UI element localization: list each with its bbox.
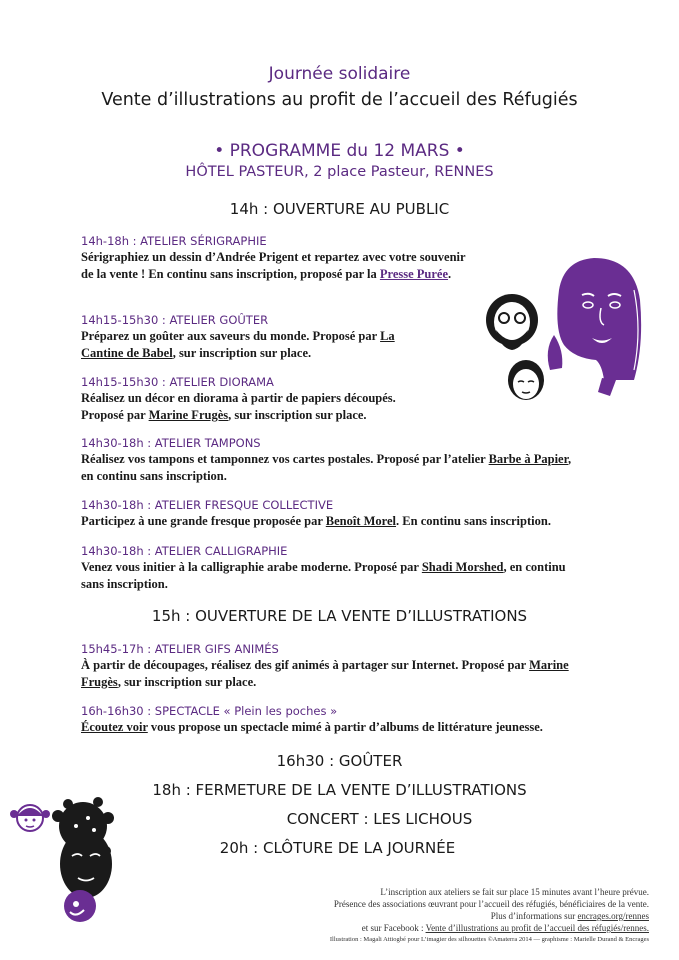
- activity-description-end: , en continu sans inscription.: [81, 452, 572, 483]
- activity-description-end: .: [448, 267, 452, 281]
- activity-tampons: [81, 436, 581, 485]
- activity-heading: 14h30-18h : ATELIER CALLIGRAPHIE: [81, 544, 288, 558]
- facebook-link[interactable]: Vente d’illustrations au profit de l’accueil des réfugiés/rennes.: [425, 923, 649, 933]
- activity-description-end: vous propose un spectacle mimé à partir d’albums de littérature jeunesse.: [147, 720, 543, 734]
- activity-link[interactable]: Barbe à Papier: [488, 452, 568, 466]
- footer: [229, 886, 649, 946]
- activity-gouter: [81, 313, 411, 362]
- event-subtitle: Vente d’illustrations au profit de l’accueil des Réfugiés: [101, 90, 578, 110]
- activity-description: Réalisez vos tampons et tamponnez vos cartes postales. Proposé par l’atelier: [81, 452, 489, 466]
- activity-link[interactable]: Shadi Morshed: [421, 560, 504, 574]
- activity-heading: 14h30-18h : ATELIER TAMPONS: [81, 436, 261, 450]
- activity-calligraphie: [81, 544, 581, 593]
- activity-heading: 15h45-17h : ATELIER GIFS ANIMÉS: [81, 642, 279, 656]
- closing-fermeture: 18h : FERMETURE DE LA VENTE D’ILLUSTRATIONS: [152, 781, 527, 799]
- footer-line1: L’inscription aux ateliers se fait sur place 15 minutes avant l’heure prévue.: [380, 887, 649, 897]
- section-opening: 14h : OUVERTURE AU PUBLIC: [229, 200, 450, 218]
- activity-description-end: , sur inscription sur place.: [117, 675, 257, 689]
- activity-link[interactable]: Marine Frugès: [148, 408, 229, 422]
- activity-heading: 16h-16h30 : SPECTACLE « Plein les poches »: [81, 704, 338, 718]
- activity-serigraphie: [81, 234, 471, 283]
- activity-description-end: , sur inscription sur place.: [228, 408, 367, 422]
- activity-description: Préparez un goûter aux saveurs du monde. Proposé par: [81, 329, 381, 343]
- activity-description-end: , en continu sans inscription.: [81, 560, 566, 591]
- programme-date: • PROGRAMME du 12 MARS •: [214, 141, 465, 161]
- footer-line4: et sur Facebook :: [361, 923, 426, 933]
- activity-spectacle: [81, 704, 621, 736]
- venue: HÔTEL PASTEUR, 2 place Pasteur, RENNES: [185, 164, 494, 180]
- activity-description: Venez vous initier à la calligraphie arabe moderne. Proposé par: [81, 560, 422, 574]
- activity-link[interactable]: Écoutez voir: [81, 720, 148, 734]
- activity-heading: 14h15-15h30 : ATELIER DIORAMA: [81, 375, 274, 389]
- activity-heading: 14h30-18h : ATELIER FRESQUE COLLECTIVE: [81, 498, 334, 512]
- faces-illustration-icon: [484, 250, 644, 410]
- activity-fresque: [81, 498, 621, 530]
- activity-link[interactable]: Marine Frugès: [81, 658, 569, 689]
- event-title: Journée solidaire: [268, 64, 411, 84]
- activity-description-end: . En continu sans inscription.: [396, 514, 551, 528]
- activity-description: Sérigraphiez un dessin d’Andrée Prigent et repartez avec votre souvenir de la vente ! En continu sans inscription, proposé par la: [81, 250, 466, 281]
- footer-credits: Illustration : Magali Attiogbé pour L’imagier des silhouettes ©Amaterra 2014 — graphisme : Marielle Durand & Encrages: [329, 936, 649, 943]
- activity-diorama: [81, 375, 441, 424]
- closing-cloture: 20h : CLÔTURE DE LA JOURNÉE: [219, 839, 456, 857]
- activity-description-end: , sur inscription sur place.: [172, 346, 312, 360]
- activity-gifs: [81, 642, 591, 691]
- activity-link[interactable]: Benoît Morel: [325, 514, 397, 528]
- faces-illustration-left-icon: [8, 796, 138, 926]
- activity-description: À partir de découpages, réalisez des gif animés à partager sur Internet. Proposé par: [81, 658, 530, 672]
- activity-link[interactable]: Presse Purée: [379, 267, 449, 281]
- website-link[interactable]: encrages.org/rennes: [577, 911, 649, 921]
- activity-heading: 14h15-15h30 : ATELIER GOÛTER: [81, 313, 269, 327]
- footer-line2: Présence des associations œuvrant pour l’accueil des réfugiés, bénéficiaires de la vente.: [333, 899, 649, 909]
- activity-link[interactable]: La Cantine de Babel: [81, 329, 395, 360]
- closing-gouter: 16h30 : GOÛTER: [276, 752, 403, 770]
- activity-description: Réalisez un décor en diorama à partir de papiers découpés. Proposé par: [81, 391, 396, 422]
- activity-heading: 14h-18h : ATELIER SÉRIGRAPHIE: [81, 234, 267, 248]
- section-vente: 15h : OUVERTURE DE LA VENTE D’ILLUSTRATIONS: [151, 607, 528, 625]
- closing-concert: CONCERT : LES LICHOUS: [286, 810, 473, 828]
- footer-line3: Plus d’informations sur: [490, 911, 578, 921]
- activity-description: Participez à une grande fresque proposée par: [81, 514, 326, 528]
